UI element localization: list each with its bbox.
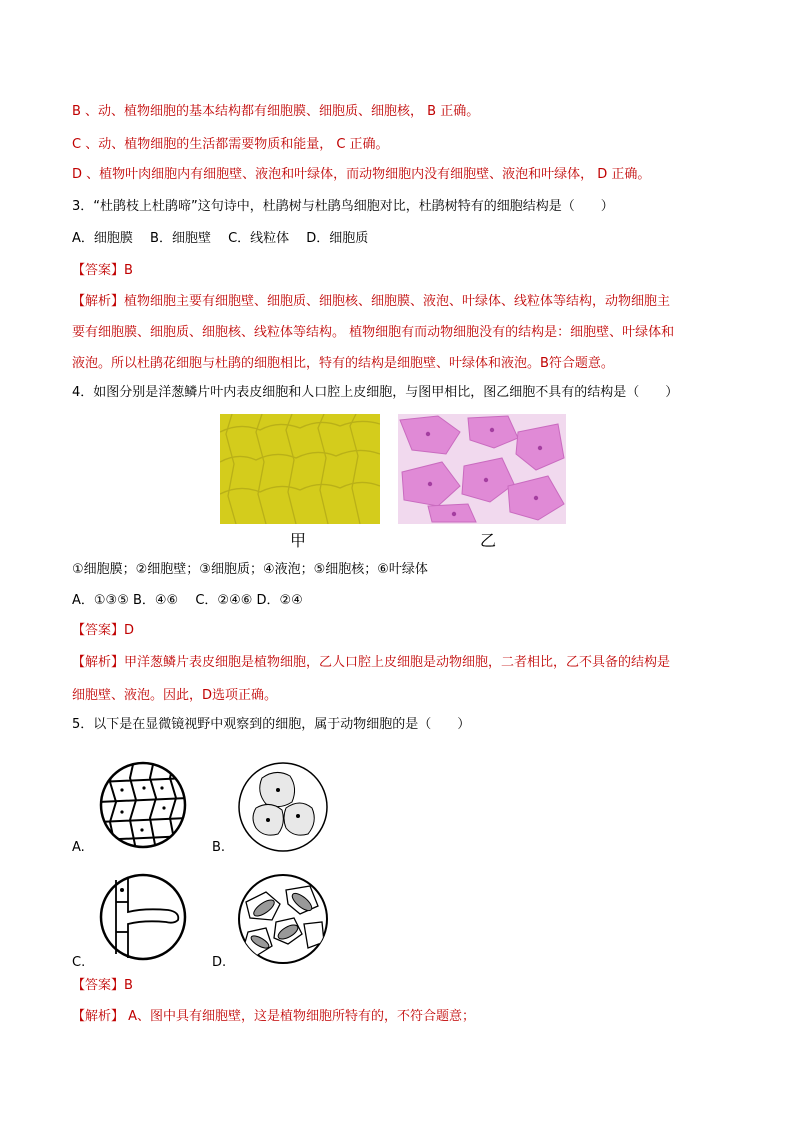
cheek-cell-image xyxy=(398,414,566,524)
question-3-answer: 【答案】B xyxy=(72,263,133,278)
question-4-items: ①细胞膜；②细胞壁；③细胞质；④液泡；⑤细胞核；⑥叶绿体 xyxy=(72,562,428,577)
option-c-label: C. xyxy=(72,955,86,970)
option-c-root-hair-cell xyxy=(98,872,188,962)
option-b-label: B. xyxy=(212,840,226,855)
question-4-options: A．①③⑤ B．④⑥ C．②④⑥ D．②④ xyxy=(72,593,303,608)
question-4-answer: 【答案】D xyxy=(72,623,135,638)
option-a-label: A. xyxy=(72,840,85,855)
question-4-explanation-2: 细胞壁、液泡。因此，D选项正确。 xyxy=(72,688,278,703)
question-3-options: A．细胞膜 B．细胞壁 C．线粒体 D．细胞质 xyxy=(72,231,369,246)
explanation-line-b: B 、动、植物细胞的基本结构都有细胞膜、细胞质、细胞核， B 正确。 xyxy=(72,104,480,119)
option-b-animal-cells xyxy=(236,760,330,854)
question-4-explanation-1: 【解析】甲洋葱鳞片表皮细胞是植物细胞，乙人口腔上皮细胞是动物细胞，二者相比，乙不具备的结构是 xyxy=(72,655,671,670)
explanation-line-c: C 、动、植物细胞的生活都需要物质和能量， C 正确。 xyxy=(72,137,389,152)
option-a-plant-cells xyxy=(98,760,188,850)
question-5-answer: 【答案】B xyxy=(72,978,133,993)
question-3-explanation-2: 要有细胞膜、细胞质、细胞核、线粒体等结构。 植物细胞有而动物细胞没有的结构是：细胞壁、叶绿体和 xyxy=(72,325,675,340)
question-3: 3．“杜鹃枝上杜鹃啼”这句诗中，杜鹃树与杜鹃鸟细胞对比，杜鹃树特有的细胞结构是（ ） xyxy=(72,199,614,214)
figure-label-jia: 甲 xyxy=(290,531,307,550)
explanation-line-d: D 、植物叶肉细胞内有细胞壁、液泡和叶绿体，而动物细胞内没有细胞壁、液泡和叶绿体， D 正确。 xyxy=(72,167,651,182)
question-5: 5．以下是在显微镜视野中观察到的细胞，属于动物细胞的是（ ） xyxy=(72,717,471,732)
option-d-leaf-cells xyxy=(236,872,330,966)
option-d-label: D. xyxy=(212,955,227,970)
figure-label-yi: 乙 xyxy=(480,531,497,550)
question-3-explanation-3: 液泡。所以杜鹃花细胞与杜鹃的细胞相比，特有的结构是细胞壁、叶绿体和液泡。B符合题意。 xyxy=(72,356,614,371)
onion-cell-image xyxy=(220,414,380,524)
question-3-explanation-1: 【解析】植物细胞主要有细胞壁、细胞质、细胞核、细胞膜、液泡、叶绿体、线粒体等结构，动物细胞主 xyxy=(72,294,671,309)
question-5-explanation-1: 【解析】 A、图中具有细胞壁，这是植物细胞所特有的，不符合题意； xyxy=(72,1009,476,1024)
question-4: 4．如图分别是洋葱鳞片叶内表皮细胞和人口腔上皮细胞，与图甲相比，图乙细胞不具有的结构是（ ） xyxy=(72,385,679,400)
